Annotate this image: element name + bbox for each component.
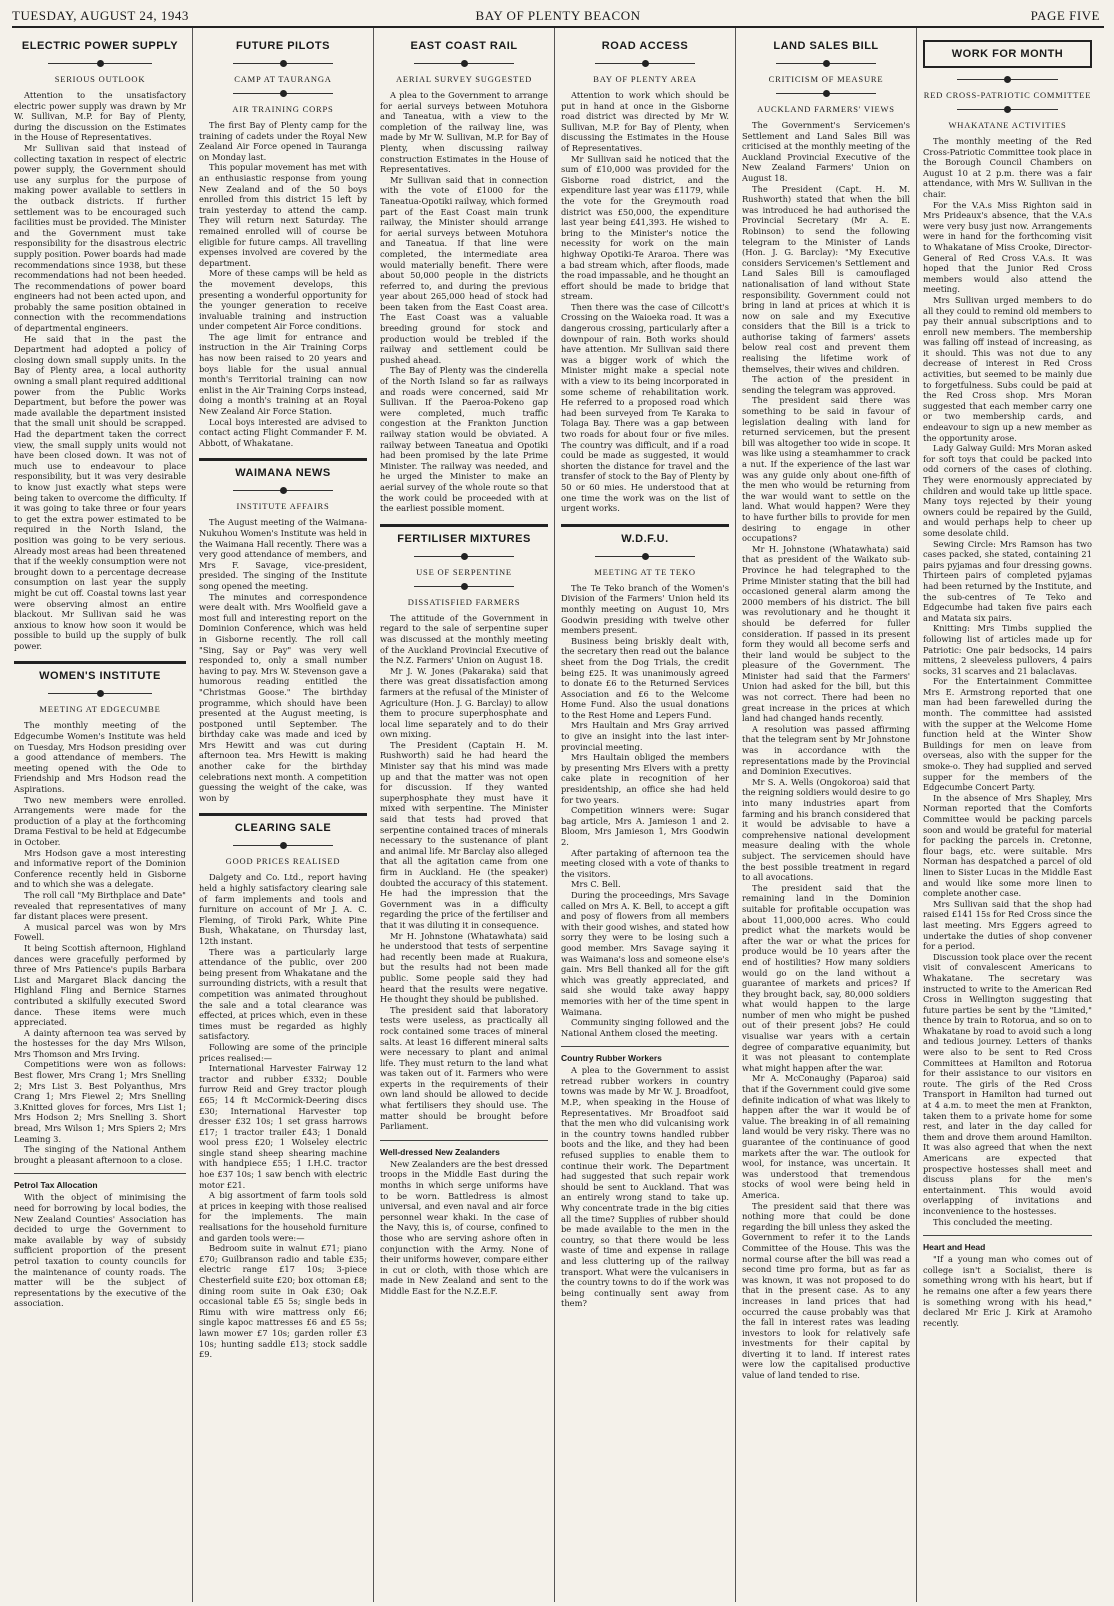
article-body (14, 720, 186, 1165)
paper-name: BAY OF PLENTY BEACON (475, 8, 641, 23)
article-deck: USE OF SERPENTINE (416, 566, 512, 577)
article-deck: MEETING AT TE TEKO (594, 566, 696, 577)
paragraph: Mr H. Johnstone (Whatawhata) said that as president of the Waikato sub-Province he had telegraphed to the Prime Minister stating that the bill had occasioned general alarm among the 2000 members of his district. The bill was revolutionary and he thought it should be deferred for fuller consideration. If passed in its present form they would all become serfs and their land would be subject to the pleasure of the Government. The Minister had said that the Farmers' Union had asked for the bill, but this was not correct. There had been no great increase in the prices at which land had changed hands recently. (742, 543, 910, 724)
paragraph: Competition winners were: Sugar bag article, Mrs A. Jamieson 1 and 2. Bloom, Mrs Jamieson 1, Mrs Goodwin 2. (561, 805, 729, 847)
article (14, 661, 186, 1165)
paragraph: Knitting: Mrs Timbs supplied the following list of articles made up for Patriotic: One pair bedsocks, 14 pairs mittens, 2 sleeveless pullovers, 4 pairs socks, 31 scarves and 21 balaclavas. (923, 623, 1092, 676)
article-headline: FUTURE PILOTS (236, 40, 330, 52)
article-body (199, 872, 367, 1359)
article-deck: SERIOUS OUTLOOK (54, 74, 146, 84)
masthead (12, 6, 1104, 28)
article (199, 40, 367, 448)
article-body (923, 136, 1092, 1227)
paragraph: A musical parcel was won by Mrs Fowell. (14, 921, 186, 943)
paragraph: The monthly meeting of the Red Cross-Patriotic Committee took place in the Borough Council Chambers on August 10 at 2 p.m. there was a fair attendance, with Mrs W. Sullivan in the chair. (923, 136, 1092, 199)
paragraph: This popular movement has met with an enthusiastic response from young New Zealand and of the 50 boys enrolled from this district 15 left by train yesterday to attend the camp. They will return next Saturday. The remained enrolled will of course be eligible for future camps. All travelling expenses involved are covered by the department. (199, 162, 367, 268)
paragraph: Mrs Sullivan said that the shop had raised £141 15s for Red Cross since the last meeting. Mrs Eggers agreed to undertake the duties of shop convener for a period. (923, 898, 1092, 952)
paragraph: Sewing Circle: Mrs Ramson has two cases packed, she stated, containing 21 pairs pyjamas and four dressing gowns. Thirteen pairs of completed pyjamas had been returned by the Institute, and the sub-centres of Te Teko and Edgecumbe had taken five pairs each and Matata six pairs. (923, 538, 1092, 623)
article-deck: BAY OF PLENTY AREA (593, 74, 697, 84)
column-5 (736, 28, 917, 1602)
article-body (14, 1192, 186, 1309)
section-divider (14, 1173, 186, 1174)
paragraph: Mr Sullivan said he noticed that the sum of £10,000 was provided for the Gisborne road district, and the expenditure last year was £1179, while the vote for the Greymouth road district was £50,000, the expenditure last year being £41,393. He wished to bring to the Minister's notice the necessity for work on the main highway Opotiki-Te Araroa. There was a bad stream which, after floods, made the road impassable, and he thought an effort should be made to bridge that stream. (561, 153, 729, 302)
article-body (742, 120, 910, 1381)
paragraph: Mr J. W. Jones (Pakaraka) said that there was great dissatisfaction among farmers at the refusal of the Minister of Agriculture (Hon. J. G. Barclay) to allow them to procure superphosphate and local lime separately and to do their own mixing. (380, 665, 548, 740)
headline-ornament (233, 487, 334, 495)
article-body (199, 120, 367, 448)
column-6 (917, 28, 1098, 1602)
paragraph: He said that in the past the Department had adopted a policy of closing down small supply units. In the Bay of Plenty area, a local authority owning a small plant required additional power from the Public Works Department, but before the power was made available the department insisted that the small unit should be scrapped. Had the department taken the correct view, the small supply units would not have been closed down. It was not of much use to endeavour to place responsibility, but it was very desirable to know just exactly what steps were being taken to overcome the difficulty. If it was going to take three or four years to get the extra power estimated to be required in the North Island, the position was going to be very serious. Already most areas had been threatened that if the weekly consumption were not brought down to a percentage decrease consumption on last year the supply might be cut off. Coastal towns last year were observing almost an entire blackout. Mr Sullivan said he was anxious to know how soon it would be possible to build up the supply of bulk power. (14, 333, 186, 651)
section-divider (199, 813, 367, 816)
article (14, 1173, 186, 1309)
paragraph: For the V.A.s Miss Righton said in Mrs Prideaux's absence, that the V.A.s were very busy just now. Arrangements were in hand for the forthcoming visit to Whakatane of Miss Crooke, Director-General of Red Cross V.A.s. It was hoped that the Junior Red Cross members would also attend the meeting. (923, 199, 1092, 295)
article-body (380, 1159, 548, 1297)
paragraph: The action of the president in sending the telegram was approved. (742, 374, 910, 395)
paragraph: A plea to the Government to arrange for aerial surveys between Motuhora and Taneatua, with a view to the completion of the railway line, was made by Mr W. Sullivan, M.P. for Bay of Plenty, when discussing railway construction Estimates in the House of Representatives. (380, 90, 548, 175)
article-headline: LAND SALES BILL (773, 40, 879, 52)
article-headline: ELECTRIC POWER SUPPLY (21, 40, 179, 52)
article-deck: AUCKLAND FARMERS' VIEWS (757, 104, 895, 114)
paragraph: The first Bay of Plenty camp for the training of cadets under the Royal New Zealand Air Force opened in Tauranga on Monday last. (199, 120, 367, 162)
article-headline: CLEARING SALE (234, 822, 332, 835)
paragraph: Mrs Haultain and Mrs Gray arrived to give an insight into the last inter-provincial meeting. (561, 720, 729, 752)
article-deck: INSTITUTE AFFAIRS (236, 501, 330, 512)
paragraph: Local boys interested are advised to contact acting Flight Commander F. M. Abbott, of Whakatane. (199, 416, 367, 448)
headline-ornament (957, 76, 1058, 84)
paragraph: Business being briskly dealt with, the secretary then read out the balance sheet from the Dog Trials, the credit being £25. It was unanimously agreed to donate £6 to the Returned Services Association and £6 to the Welcome Home Fund. Also the usual donations to the Rest Home and Lepers Fund. (561, 635, 729, 720)
paragraph: Attention to the unsatisfactory electric power supply was drawn by Mr W. Sullivan, M.P. for Bay of Plenty, during the discussion on the Estimates in the House of Representatives. (14, 90, 186, 143)
headline-ornament (595, 553, 696, 561)
paragraph: More of these camps will be held as the movement develops, this presenting a wonderful opportunity for the younger generation to receive invaluable training and instruction under competent Air Force conditions. (199, 268, 367, 332)
column-2 (193, 28, 374, 1602)
headline-ornament (776, 60, 877, 68)
paragraph: Mr Sullivan said that instead of collecting taxation in respect of electric power supply, the Government should use any surplus for the purpose of making power available to settlers in the outback districts. If further settlement was to be encouraged such facilities must be provided. The Minister and the Government must take responsibility for the disastrous electric supply position. Power boards had made recommendations since 1938, but these recommendations had not been heeded. The recommendations of power board engineers had not been acted upon, and probably the same position obtained in connection with the recommendations of departmental engineers. (14, 142, 186, 334)
article-headline: W.D.F.U. (621, 532, 669, 545)
paragraph: Mr S. A. Wells (Ongokoroa) said that the reigning soldiers would desire to go into many industries apart from farming and his branch considered that it would be advisable to have a comprehensive national development measure dealing with the whole subject. The servicemen should have the best possible treatment in regard to all avocations. (742, 776, 910, 883)
article-deck: CAMP AT TAURANGA (234, 74, 332, 84)
paragraph: The August meeting of the Waimana-Nukuhou Women's Institute was held in the Waimana Hall recently. There was a very good attendance of members, and Mrs F. Savage, vice-president, presided. The singing of the Institute song opened the meeting. (199, 517, 367, 591)
headline-ornament (414, 553, 515, 561)
headline-ornament (48, 690, 151, 698)
article-deck: CRITICISM OF MEASURE (768, 74, 884, 84)
headline-ornament (595, 60, 696, 68)
article-headline: WOMEN'S INSTITUTE (39, 670, 161, 683)
article (561, 1046, 729, 1309)
paragraph: The monthly meeting of the Edgecumbe Women's Institute was held on Tuesday, Mrs Hodson presiding over a good attendance of members. The meeting opened with the Ode to Friendship and Mrs Hodson read the Aspirations. (14, 720, 186, 795)
paragraph: After partaking of afternoon tea the meeting closed with a vote of thanks to the visitors. (561, 847, 729, 879)
article (380, 1140, 548, 1297)
article (199, 813, 367, 1359)
paragraph: With the object of minimising the need for borrowing by local bodies, the New Zealand Counties' Association has decided to urge the Government to make available by way of subsidy sufficient proportion of the present petrol taxation to county councils for the maintenance of county roads. The matter will be the subject of representations by the executive of the association. (14, 1192, 186, 1309)
article-deck: MEETING AT EDGECUMBE (39, 704, 161, 715)
paragraph: Mr Sullivan said that in connection with the vote of £1000 for the Taneatua-Opotiki railway, which formed part of the East Coast main trunk railway, the Minister should arrange for aerial surveys between Motuhora and Taneatua. If that line were completed, the intermediate area would materially benefit. There were about 50,000 people in the districts referred to, and during the previous year about 265,000 head of stock had been taken from the East Coast area. The East Coast was a valuable breeding ground for stock and production would be trebled if the railway and settlement could be pushed ahead. (380, 174, 548, 365)
article-subhead: Country Rubber Workers (561, 1053, 662, 1064)
column-4 (555, 28, 736, 1602)
article-body (14, 90, 186, 651)
article (380, 524, 548, 1132)
paragraph: Mrs Haultain obliged the members by presenting Mrs Elvers with a pretty cake plate in recognition of her presidentship, an office she had held for two years. (561, 752, 729, 805)
paragraph: Mrs C. Bell. (571, 879, 621, 890)
paragraph: New Zealanders are the best dressed troops in the Middle East during the months in which serge uniforms have to be worn. Battledress is almost universal, and even naval and air force personnel wear khaki. In the case of the Navy, this is, of course, confined to those who are serving ashore often in conjunction with the Army. None of their uniforms however, compare either in cut or cloth, with those which are made in New Zealand and sent to the Middle East for the N.Z.E.F. (380, 1158, 548, 1296)
article-deck: RED CROSS-PATRIOTIC COMMITTEE (923, 90, 1092, 100)
paragraph: The president said that laboratory tests were useless, as practically all rock contained some traces of mineral salts. At least 16 different mineral salts were necessary to plant and animal life. They must return to the land what was taken out of it. Farmers who were experts in the requirements of their own land should be allowed to decide what fertilisers they should use. The matter should be brought before Parliament. (380, 1004, 548, 1132)
paragraph: Discussion took place over the recent visit of convalescent Americans to Whakatane. The secretary was instructed to write to the American Red Cross in Wellington suggesting that future parties be sent by the "Limited," thence by train to Rotorua, and so on to Whakatane by road to avoid such a long and tedious journey. Letters of thanks were also to be sent to Red Cross Committees at Hamilton and Rotorua for their assistance to our visitors en route. The girls of the Red Cross Transport in Hamilton had turned out at 4 a.m. to meet the men at Frankton, taken them to a private home for some rest, and later in the day called for them and drove them around Hamilton. It was also agreed that when the next Americans are expected that prospective hostesses shall meet and discuss plans for the men's entertainment. This would avoid overlapping of invitations and inconvenience to the hostesses. (923, 951, 1092, 1216)
article (923, 1235, 1092, 1328)
article-body (380, 613, 548, 1132)
article-headline: WAIMANA NEWS (235, 467, 331, 480)
section-divider (199, 458, 367, 461)
article-subhead: Petrol Tax Allocation (14, 1180, 98, 1191)
article (14, 40, 186, 651)
article-headline: EAST COAST RAIL (410, 40, 518, 52)
section-divider (561, 1046, 729, 1047)
paragraph: Following are some of the principle prices realised:— (199, 1041, 367, 1063)
paragraph: This concluded the meeting. (933, 1216, 1053, 1227)
deck-ornament (233, 90, 334, 98)
article-deck: AERIAL SURVEY SUGGESTED (395, 74, 533, 84)
paragraph: Attention to work which should be put in hand at once in the Gisborne road district was directed by Mr W. Sullivan, M.P. for Bay of Plenty, when discussing the Estimates in the House of Representatives. (561, 90, 729, 153)
article (561, 40, 729, 514)
headline-ornament (233, 60, 334, 68)
page-number: PAGE FIVE (1030, 8, 1100, 23)
paragraph: During the proceedings, Mrs Savage called on Mrs A. K. Bell, to accept a gift and posy of flowers from all members with their good wishes, and stated how sorry they were to be losing such a good member. Mrs Savage saying it was Waimana's loss and someone else's gain. Mrs Bell thanked all for the gift which was greatly appreciated, and said she would take away happy memories with her of the time spent in Waimana. (561, 889, 729, 1017)
article (923, 40, 1092, 1227)
headline-ornament (48, 60, 151, 68)
article-headline: ROAD ACCESS (601, 40, 689, 52)
column-1 (12, 28, 193, 1602)
paragraph: Competitions were won as follows: Best flower, Mrs Crang 1; Mrs Snelling 2; Mrs List 3. Best Polyanthus, Mrs Crang 1; Mrs Fiewel 2; Mrs Snelling 3.Knitted gloves for forces, Mrs List 1; Mrs Hodson 2; Mrs Snelling 3. Short bread, Mrs Wilson 1; Mrs Spiers 2; Mrs Leaming 3. (14, 1059, 186, 1144)
paragraph: In the absence of Mrs Shapley, Mrs Norman reported that the Comforts Committee would be packing parcels soon and would be grateful for material for packing the parcels in. Cretonne, flour bags, etc. were suitable. Mrs Norman has despatched a parcel of old linen to Sister Lucas in the Middle East and would like some more linen to complete another case. (923, 792, 1092, 899)
deck-ornament (957, 106, 1058, 114)
deck-ornament (414, 583, 515, 591)
article (742, 40, 910, 1381)
paragraph: The Government's Servicemen's Settlement and Land Sales Bill was criticised at the monthly meeting of the Auckland Provincial Executive of the New Zealand Farmers' Union on August 18. (742, 120, 910, 183)
paragraph: The attitude of the Government in regard to the sale of serpentine super was discussed at the monthly meeting of the Auckland Provincial Executive of the N.Z. Farmers' Union on August 18. (380, 612, 548, 666)
headline-ornament (233, 842, 334, 850)
article (199, 458, 367, 803)
paragraph: Then there was the case of Cillcott's Crossing on the Waioeka road. It was a dangerous crossing, particularly after a downpour of rain. Both works should have attention. Mr Sullivan said there was a bigger work of which the Minister might make a special note with a view to its being incorporated in some scheme of rehabilitation work. He referred to a proposed road which had been surveyed from Te Karaka to Tolaga Bay. There was a gap between two roads for about four or five miles. The country was difficult, and if a road could be made as suggested, it would shorten the distance for travel and the transfer of stock to the Bay of Plenty by 50 or 60 mies. He understood that at one time the work was on the list of urgent works. (561, 301, 729, 514)
article-deck: GOOD PRICES REALISED (225, 856, 341, 867)
paragraph: Lady Galway Guild: Mrs Moran asked for soft toys that could be packed into odd corners of the cases of clothing. They were enormously appreciated by children and would take up little space. Many toys rejected by their young owners could be repaired by the Guild, and would perhaps help to cheer up some desolate child. (923, 443, 1092, 538)
paragraph: The singing of the National Anthem brought a pleasant afternoon to a close. (14, 1144, 186, 1165)
paragraph: It being Scottish afternoon, Highland dances were gracefully performed by three of Mrs Patience's pupils Barbara List and Margaret Black dancing the Highland Fling and Bernice Starnes contributed a skilfully executed Sword dance. These items were much appreciated. (14, 942, 186, 1028)
paragraph: Community singing followed and the National Anthem closed the meeting. (561, 1017, 729, 1038)
section-divider (923, 1235, 1092, 1236)
paragraph: Mr A. McConaughy (Paparoa) said that if the Government could give some definite indication of what was likely to happen after the war it would be of value. The breaking in of all remaining land would be very risky. There was no guarantee of the continuance of good markets after the war. The outlook for wool, for instance, was uncertain. It was understood that tremendous stocks of wool were being held in America. (742, 1073, 910, 1200)
paragraph: Two new members were enrolled. Arrangements were made for the production of a play at the forthcoming Drama Festival to be held at Edgecumbe in October. (14, 794, 186, 847)
column-3 (374, 28, 555, 1602)
paragraph: Mr H. Johnstone (Whatawhata) said he understood that tests of serpentine had recently been made at Ruakura, but the results had not been made public. Some people said they had heard that the results were negative. He thought they should be published. (380, 930, 548, 1005)
paragraph: The Te Teko branch of the Women's Division of the Farmers' Union held its monthly meeting on August 10, Mrs Goodwin presiding with twelve other members present. (561, 582, 729, 636)
article-body (561, 90, 729, 514)
article-headline: FERTILISER MIXTURES (397, 532, 531, 545)
paragraph: Mrs Hodson gave a most interesting and informative report of the Dominion Conference recently held in Gisborne and to which she was a delegate. (14, 847, 186, 890)
paragraph: The age limit for entrance and instruction in the Air Training Corps has now been raised to 20 years and boys liable for the usual annual month's Territorial training can now enlist in the Air Training Corps instead, doing a month's training at an Royal New Zealand Air Force Station. (199, 331, 367, 417)
section-divider (14, 661, 186, 664)
paragraph: Mrs Sullivan urged members to do all they could to remind old members to pay their annual subscriptions and to enroll new members. The membership was falling off instead of increasing, as it should. This was not due to any decrease of interest in Red Cross activities, but seemed to be mainly due to forgetfulness. Subs could be paid at the Red Cross shop. Mrs Moran suggested that each member carry one or two membership cards, and endeavour to sign up a new member as the opportunity arose. (923, 294, 1092, 443)
article-deck: WHAKATANE ACTIVITIES (948, 120, 1067, 130)
paragraph: There was a particularly large attendance of the public, over 200 being present from Whakatane and the surrounding districts, with a result that competition was animated throughout the sale and a total clearance was effected, at prices which, even in these times must be regarded as highly satisfactory. (199, 946, 367, 1042)
paragraph: A plea to the Government to assist retread rubber workers in country towns was made by Mr W. J. Broadfoot, M.P., when speaking in the House of Representatives. Mr Broadfoot said that the men who did vulcanising work in the country towns handled rubber boots and the like, and they had been refused supplies to enable them to continue their work. The Department had suggested that such repair work should be sent to Auckland. That was an entirely wrong stand to take up. Why concentrate trade in the big cities all the time? Supplies of rubber should be made available to the men in the country, so that there would be less waste of time and expense in railage and less cluttering up of the railway transport. What were the vulcanisers in the country towns to do if the work was being continually sent away from them? (561, 1065, 729, 1309)
article-deck: DISSATISFIED FARMERS (407, 596, 521, 607)
article-body (561, 1065, 729, 1309)
columns (12, 28, 1104, 1602)
article-body (199, 517, 367, 803)
paragraph: "If a young man who comes out of college isn't a Socialist, there is something wrong with his heart, but if he remains one after a few years there is something wrong with his head," declared Mr Eric J. Kirk at Aramoho recently. (923, 1254, 1092, 1328)
article-subhead: Well-dressed New Zealanders (380, 1146, 500, 1157)
paragraph: International Harvester Fairway 12 tractor and rubber £332; Double furrow Reid and Grey tractor plough £65; 14 ft McCormick-Deering discs £30; International Harvester top dresser £32 10s; 1 set grass harrows £17; 1 tractor trailer £43; 1 Donald wool press £20; 1 Wolseley electric single stand sheep shearing machine with handpiece £55; 1 I.H.C. tractor hoe £37 10s; 1 saw bench with electric motor £21. (199, 1063, 367, 1190)
paragraph: A big assortment of farm tools sold at prices in keeping with those realised for the implements. The main realisations for the household furniture and garden tools were:— (199, 1190, 367, 1243)
article-headline: WORK FOR MONTH (923, 40, 1092, 68)
article-body (923, 1254, 1092, 1328)
deck-ornament (776, 90, 877, 98)
article-deck: AIR TRAINING CORPS (232, 104, 334, 114)
paragraph: The President (Captain H. M. Rushworth) said he had heard the Minister say that his mind was made up and that the matter was not open for discussion. If they wanted superphosphate they must have it mixed with serpentine. The Minister said that tests had proved that serpentine contained traces of minerals necessary to the sustenance of plant and animal life. Mr Barclay also alleged that all the agitation came from one firm in Auckland. He (the speaker) doubted the accuracy of this statement. He had the impression that the Government was in a difficulty regarding the price of the fertiliser and that it was diluting it in consequence. (380, 739, 548, 930)
section-divider (380, 524, 548, 527)
paragraph: Dalgety and Co. Ltd., report having held a highly satisfactory clearing sale of farm implements and tools and furniture on account of Mr J. A. C. Fleming, of Tiroki Park, White Pine Bush, Whakatane, on Thursday last, 12th instant. (199, 872, 367, 946)
article-subhead: Heart and Head (923, 1242, 986, 1253)
article-body (561, 583, 729, 1039)
paragraph: The President (Capt. H. M. Rushworth) stated that when the bill was introduced he had authorised the Provincial Secretary (Mr A. E. Robinson) to send the following telegram to the Minister of Lands (Hon. J. G. Barclay): "My Executive considers Servicemen's Settlement and Land Sales Bill is camouflaged nationalisation of land without State responsibility. Government could not bring in land at prices at which it is now on sale and my Executive considers that the Bill is a trick to authorise taking of farmers' assets below real cost and prevent them realising the lifetime work of themselves, their wives and children. (742, 183, 910, 374)
issue-date: TUESDAY, AUGUST 24, 1943 (12, 8, 189, 23)
paragraph: The Bay of Plenty was the cinderella of the North Island so far as railways and roads were concerned, said Mr Sullivan. If the Paeroa-Pokeno gap were completed, much traffic congestion at the Frankton Junction railway station would be obviated. A railway between Taneatua and Opotiki had been promised by the late Prime Minister. The railway was needed, and he urged the Minister to make an aerial survey of the whole route so that the work could be proceeded with at the earliest possible moment. (380, 365, 548, 514)
headline-ornament (414, 60, 515, 68)
paragraph: The president said there was something to be said in favour of legislation dealing with land for returned servicemen, but the present bill was altogether too wide in scope. It was like using a steamhammer to crack a nut. If the experience of the last war was any guide only about one-fifth of the men who would be returning from the war would want to settle on the land. What would happen? Were they to have further bills to provide for men desiring to engage in other occupations? (742, 395, 910, 544)
paragraph: For the Entertainment Committee Mrs E. Armstrong reported that one man had been farewelled during the month. The committee had assisted with the supper at the Welcome Home function held at the Winter Show Buildings for men on leave from overseas, also with the supper for the smoke-o. They had supplied and served supper for the members of the Edgecumbe Concert Party. (923, 676, 1092, 793)
paragraph: The roll call "My Birthplace and Date" revealed that representatives of many far distant places were present. (14, 889, 186, 922)
paragraph: The president said that the remaining land in the Dominion suitable for profitable occupation was about 11,000,000 acres. Who could predict what the markets would be after the war or what the prices for produce would be 10 years after the end of hostilities? How many soldiers would go on the land without a guarantee of markets and prices? If they brought back, say, 80,000 soldiers what would happen to the large number of men who might be pushed out of their present jobs? He could visualise war years with a certain degree of comparative equanimity, but it was not pleasant to contemplate what might happen after the war. (742, 882, 910, 1073)
section-divider (380, 1140, 548, 1141)
paragraph: The minutes and correspondence were dealt with. Mrs Woolfield gave a most full and interesting report on the Dominion Conference, which was held in Gisborne recently. The roll call "Sing, Say or Pay" was very well responded to, only a small number having to pay. Mrs W. Stevenson gave a humorous reading entitled the "Christmas Goose." The birthday programme, which should have been presented at the August meeting, is postponed until September. The birthday cake was made and iced by Mrs Hewitt and was cut during afternoon tea. Mrs Hewitt is making another cake for the birthday celebrations next month. A competition guessing the weight of the cake, was won by (199, 591, 367, 803)
section-divider (561, 524, 729, 527)
paragraph: A resolution was passed affirming that the telegram sent by Mr Johnstone was in accordance with the representations made by the Provincial and Dominion Executives. (742, 723, 910, 777)
article (380, 40, 548, 514)
paragraph: Bedroom suite in walnut £71; piano £70; Guilbranson radio and table £35; electric range £17 10s; 3-piece Chesterfield suite £20; box ottoman £8; dining room suite in Oak £30; Oak occasional table £5 5s; single beds in Rimu with wire mattress only £6; single kapoc mattresses £6 and £5 5s; lawn mower £7 10s; garden roller £3 10s; hunting saddle £13; stock saddle £9. (199, 1243, 367, 1360)
article-body (380, 90, 548, 514)
article (561, 524, 729, 1039)
paragraph: The president said that there was nothing more that could be done regarding the bill unless they asked the Government to refer it to the Lands Committee of the House. This was the normal course after the bill was read a second time pro forma, but as far as was known, it was not proposed to do that in the present case. As to any increases in land prices that had occurred the cause probably was that the fall in interest rates was leading investors to look for relatively safe investments for their capital by diverting it to land. If interest rates were low the capitalised productive value of land tended to rise. (742, 1200, 910, 1381)
paragraph: A dainty afternoon tea was served by the hostesses for the day Mrs Wilson, Mrs Thomson and Mrs Irving. (14, 1027, 186, 1059)
